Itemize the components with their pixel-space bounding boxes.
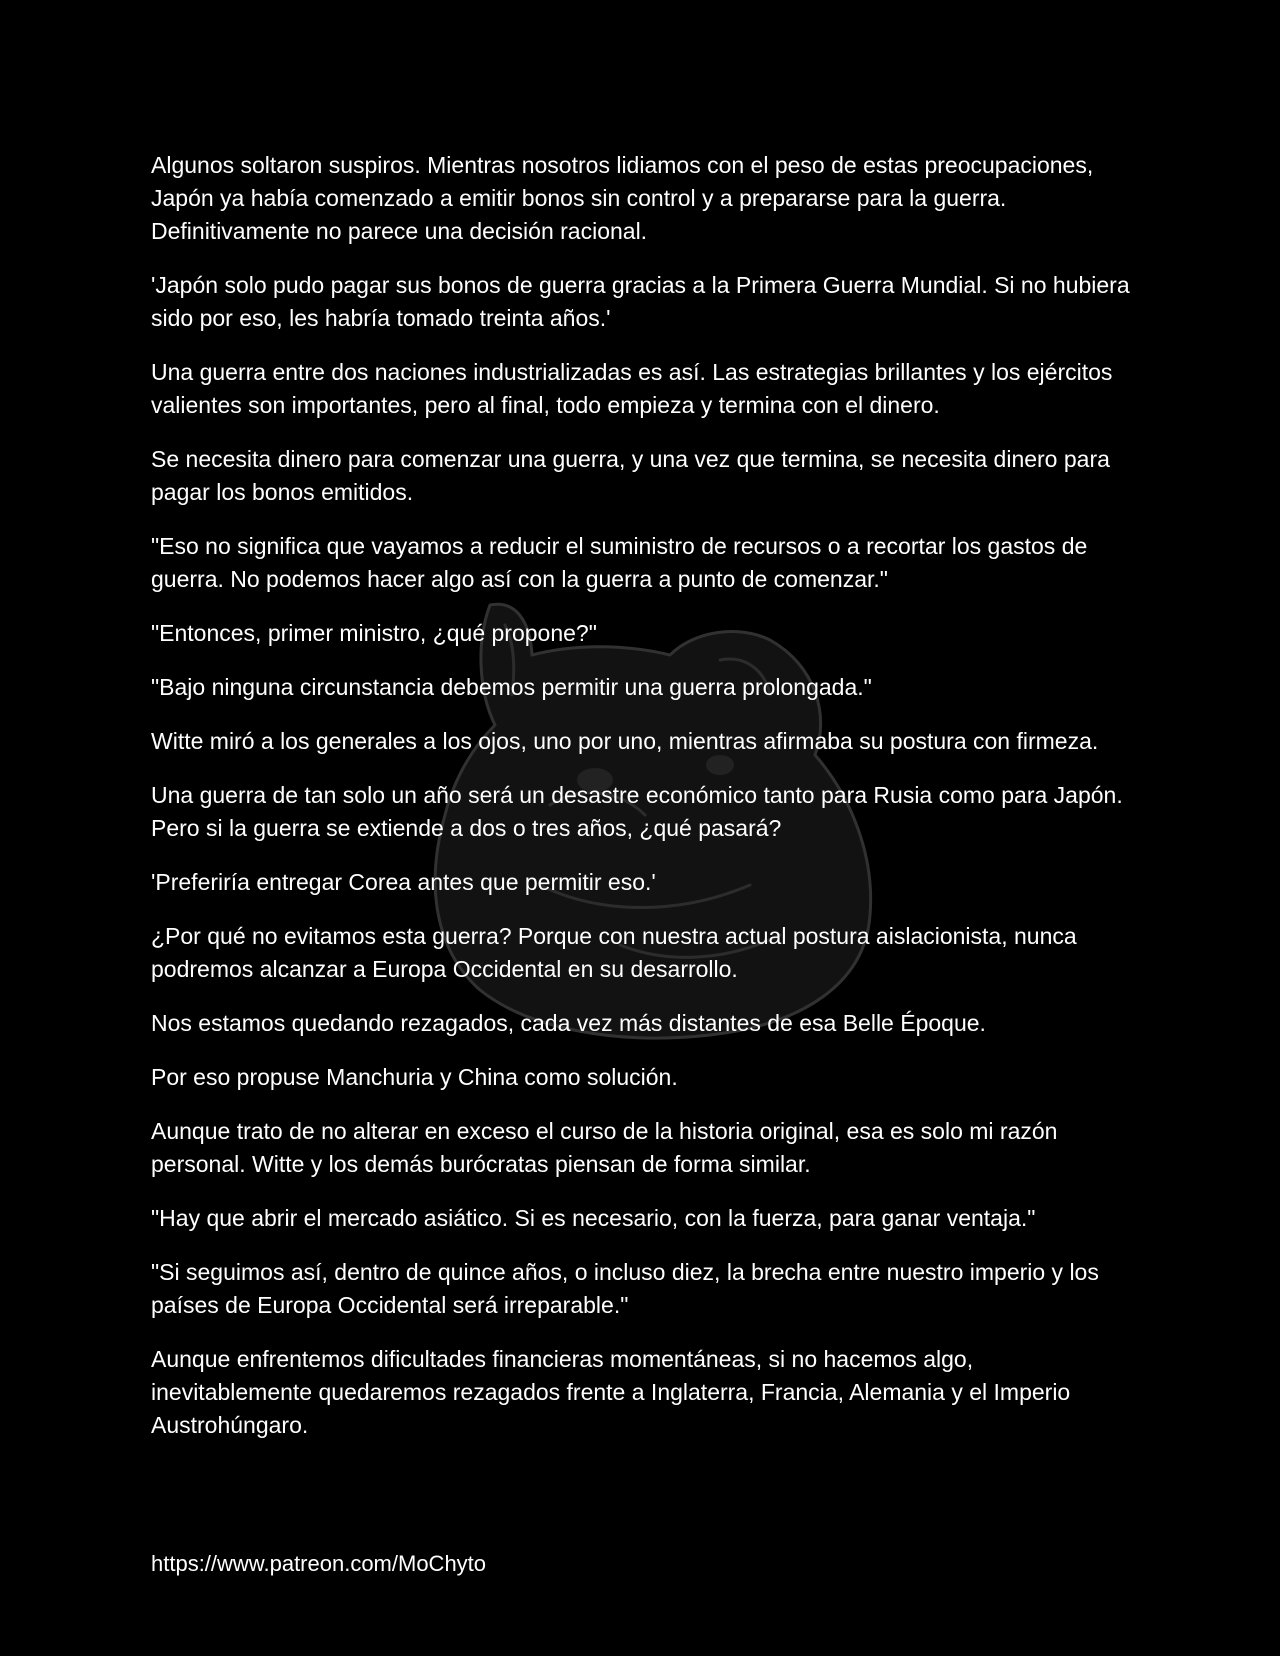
- paragraph: Nos estamos quedando rezagados, cada vez más distantes de esa Belle Époque.: [151, 1010, 986, 1036]
- paragraph: Una guerra entre dos naciones industrializadas es así. Las estrategias brillantes y los ejércitos valientes son importantes, pero al final, todo empieza y termina con el dinero.: [151, 359, 1113, 418]
- paragraph: 'Japón solo pudo pagar sus bonos de guerra gracias a la Primera Guerra Mundial. Si no hubiera sido por eso, les habría tomado treinta años.': [151, 272, 1130, 331]
- paragraph: "Eso no significa que vayamos a reducir el suministro de recursos o a recortar los gastos de guerra. No podemos hacer algo así con la guerra a punto de comenzar.": [151, 533, 1088, 592]
- paragraph: Algunos soltaron suspiros. Mientras nosotros lidiamos con el peso de estas preocupaciones, Japón ya había comenzado a emitir bonos sin control y a prepararse para la guerra. Definitivamente no parece una decisión racional.: [151, 152, 1094, 244]
- paragraph: Una guerra de tan solo un año será un desastre económico tanto para Rusia como para Japón. Pero si la guerra se extiende a dos o tres años, ¿qué pasará?: [151, 782, 1123, 841]
- paragraph: Se necesita dinero para comenzar una guerra, y una vez que termina, se necesita dinero para pagar los bonos emitidos.: [151, 446, 1110, 505]
- paragraph: "Entonces, primer ministro, ¿qué propone?": [151, 620, 597, 646]
- paragraph: Aunque enfrentemos dificultades financieras momentáneas, si no hacemos algo, inevitablemente quedaremos rezagados frente a Inglaterra, Francia, Alemania y el Imperio Austrohúngaro.: [151, 1346, 1071, 1438]
- text-body: [151, 149, 1136, 1463]
- paragraph: Por eso propuse Manchuria y China como solución.: [151, 1064, 678, 1090]
- paragraph: "Bajo ninguna circunstancia debemos permitir una guerra prolongada.": [151, 674, 872, 700]
- paragraph: 'Preferiría entregar Corea antes que permitir eso.': [151, 869, 656, 895]
- paragraph: ¿Por qué no evitamos esta guerra? Porque con nuestra actual postura aislacionista, nunca podremos alcanzar a Europa Occidental en su desarrollo.: [151, 923, 1077, 982]
- paragraph: Aunque trato de no alterar en exceso el curso de la historia original, esa es solo mi razón personal. Witte y los demás burócratas piensan de forma similar.: [151, 1118, 1058, 1177]
- paragraph: Witte miró a los generales a los ojos, uno por uno, mientras afirmaba su postura con firmeza.: [151, 728, 1099, 754]
- paragraph: "Si seguimos así, dentro de quince años, o incluso diez, la brecha entre nuestro imperio y los países de Europa Occidental será irreparable.": [151, 1259, 1099, 1318]
- patreon-link[interactable]: https://www.patreon.com/MoChyto: [151, 1551, 487, 1576]
- paragraph: "Hay que abrir el mercado asiático. Si es necesario, con la fuerza, para ganar ventaja.": [151, 1205, 1036, 1231]
